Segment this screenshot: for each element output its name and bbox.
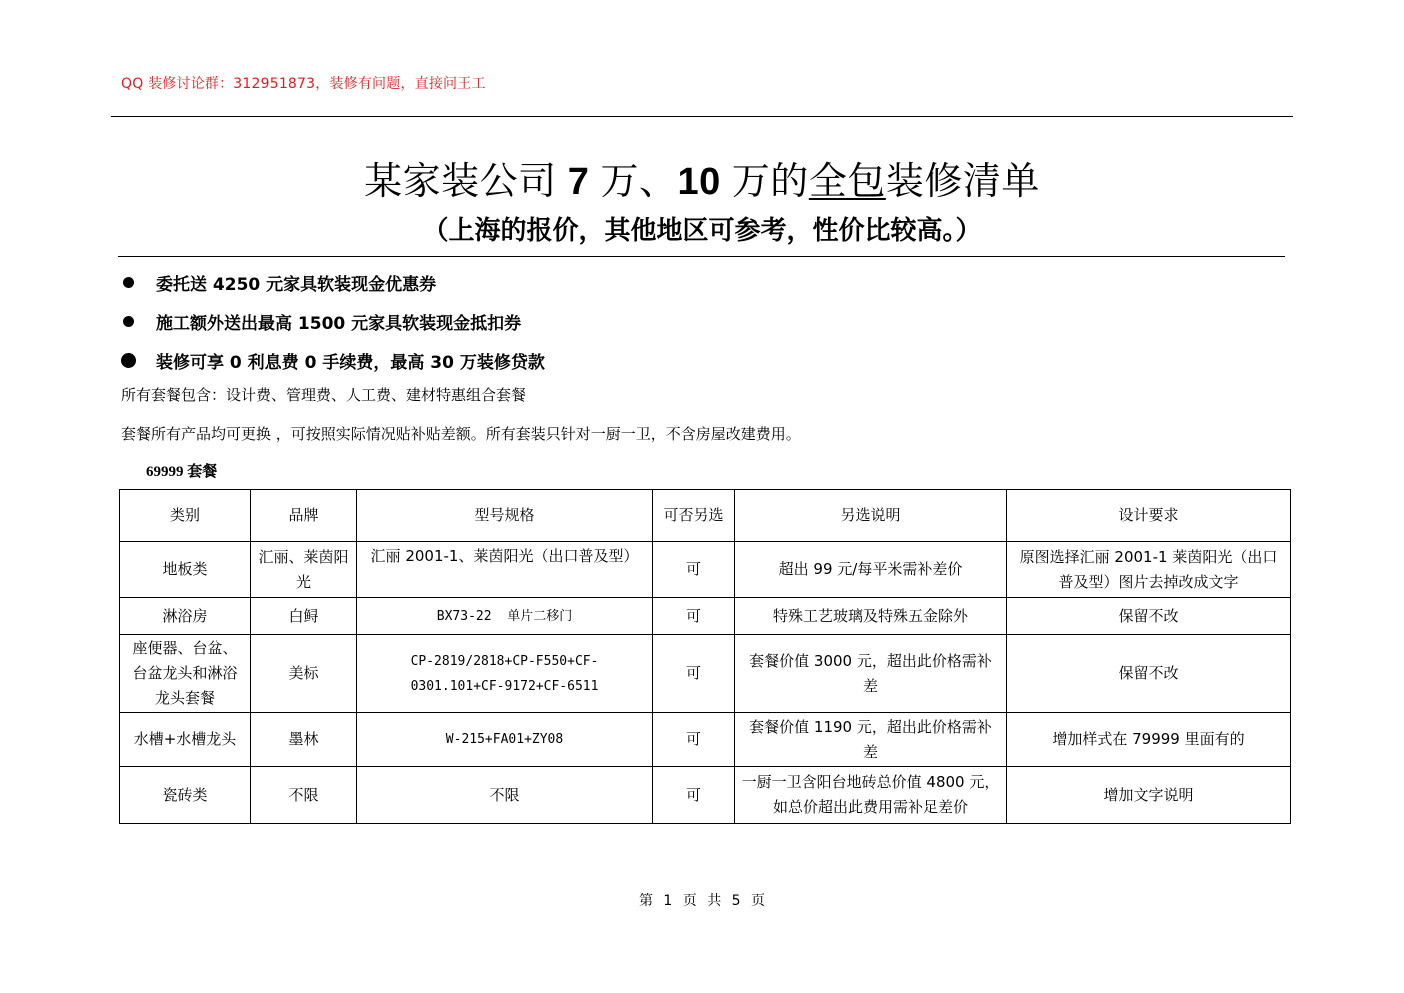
cell-brand: 汇丽、莱茵阳光 (251, 542, 357, 598)
title-text: 某家装公司 (364, 161, 557, 203)
cell-category: 座便器、台盆、台盆龙头和淋浴龙头套餐 (120, 635, 251, 713)
title-underlined-text: 全包 (808, 161, 886, 203)
cell-brand: 美标 (251, 635, 357, 713)
title-number-10: 10 (677, 161, 721, 203)
cell-design-req: 原图选择汇丽 2001-1 莱茵阳光（出口普及型）图片去掉改成文字 (1007, 542, 1291, 598)
bullet-dot-icon (123, 277, 134, 288)
header-model: 型号规格 (357, 490, 653, 542)
cell-optional: 可 (653, 635, 735, 713)
cell-design-req: 保留不改 (1007, 598, 1291, 635)
replace-note-paragraph: 套餐所有产品均可更换 ，可按照实际情况贴补贴差额。所有套装只针对一厨一卫，不含房屋改建费用。 (121, 425, 801, 443)
bullet-dot-icon (123, 316, 134, 327)
cell-model: CP-2819/2818+CP-F550+CF-0301.101+CF-9172+CF-6511 (357, 635, 653, 713)
cell-optional: 可 (653, 542, 735, 598)
table-row (120, 542, 1291, 598)
qq-group-notice: QQ 装修讨论群：312951873，装修有问题，直接问王工 (121, 76, 486, 92)
title-text: 万、 (600, 161, 678, 203)
header-design-req: 设计要求 (1007, 490, 1291, 542)
document-title (0, 150, 1404, 205)
cell-optional: 可 (653, 713, 735, 767)
document-subtitle: （上海的报价，其他地区可参考，性价比较高。） (422, 215, 982, 245)
promo-bullet-list (121, 263, 1021, 380)
cell-design-req: 增加文字说明 (1007, 767, 1291, 824)
cell-option-note: 套餐价值 1190 元，超出此价格需补差 (735, 713, 1007, 767)
cell-model: 汇丽 2001-1、莱茵阳光（出口普及型） (357, 542, 653, 598)
cell-brand: 墨林 (251, 713, 357, 767)
bullet-dot-icon (121, 353, 136, 368)
header-divider (111, 116, 1293, 117)
cell-optional: 可 (653, 598, 735, 635)
promo-bullet (121, 341, 1021, 380)
cell-brand: 不限 (251, 767, 357, 824)
header-category: 类别 (120, 490, 251, 542)
cell-option-note: 超出 99 元/每平米需补差价 (735, 542, 1007, 598)
cell-optional: 可 (653, 767, 735, 824)
table-header-row (120, 490, 1291, 542)
bullet-text: 施工额外送出最高 1500 元家具软装现金抵扣券 (156, 314, 522, 334)
includes-paragraph: 所有套餐包含：设计费、管理费、人工费、建材特惠组合套餐 (121, 386, 527, 404)
cell-category: 地板类 (120, 542, 251, 598)
cell-category: 水槽+水槽龙头 (120, 713, 251, 767)
cell-brand: 白鲟 (251, 598, 357, 635)
table-row (120, 713, 1291, 767)
title-divider (118, 256, 1285, 257)
cell-model: 不限 (357, 767, 653, 824)
cell-design-req: 增加样式在 79999 里面有的 (1007, 713, 1291, 767)
cell-option-note: 套餐价值 3000 元，超出此价格需补差 (735, 635, 1007, 713)
table-row (120, 598, 1291, 635)
cell-option-note: 特殊工艺玻璃及特殊五金除外 (735, 598, 1007, 635)
bullet-text: 装修可享 0 利息费 0 手续费，最高 30 万装修贷款 (156, 353, 545, 373)
bullet-text: 委托送 4250 元家具软装现金优惠券 (156, 275, 437, 295)
header-option-note: 另选说明 (735, 490, 1007, 542)
package-heading: 69999 套餐 (146, 464, 218, 480)
cell-category: 瓷砖类 (120, 767, 251, 824)
cell-model: W-215+FA01+ZY08 (357, 713, 653, 767)
promo-bullet (121, 263, 1021, 302)
table-row (120, 767, 1291, 824)
table-row (120, 635, 1291, 713)
title-number-7: 7 (567, 161, 590, 203)
title-text: 万的 (731, 161, 809, 203)
header-brand: 品牌 (251, 490, 357, 542)
title-text: 装修清单 (885, 161, 1040, 203)
header-optional: 可否另选 (653, 490, 735, 542)
cell-model: BX73-22 单片二移门 (357, 598, 653, 635)
cell-category: 淋浴房 (120, 598, 251, 635)
cell-option-note: 一厨一卫含阳台地砖总价值 4800 元，如总价超出此费用需补足差价 (735, 767, 1007, 824)
page-number: 第 1 页 共 5 页 (638, 893, 766, 909)
package-table (119, 489, 1291, 824)
cell-design-req: 保留不改 (1007, 635, 1291, 713)
promo-bullet (121, 302, 1021, 341)
